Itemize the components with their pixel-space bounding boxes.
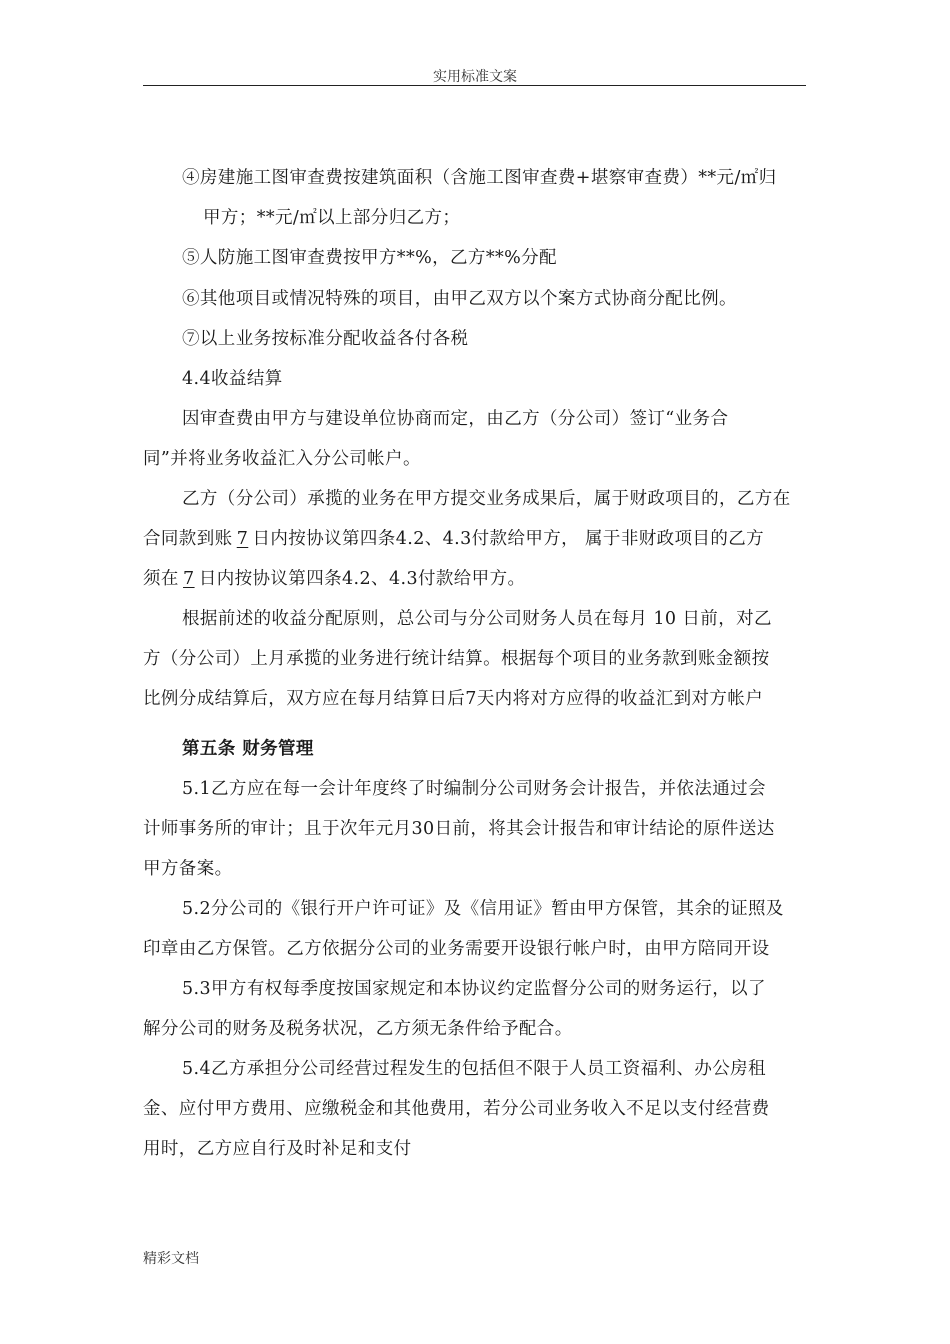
paragraph-text: 日内按协议第四条4.2、4.3付款给甲方， 属于非财政项目的乙方 (252, 529, 765, 549)
paragraph-line: 方（分公司）上月承揽的业务进行统计结算。根据每个项目的业务款到账金额按 (143, 649, 770, 669)
page-header: 实用标准文案 (433, 69, 517, 85)
paragraph-line: 计师事务所的审计；且于次年元月30日前，将其会计报告和审计结论的原件送达 (143, 819, 775, 839)
paragraph-line: 甲方备案。 (143, 859, 233, 879)
paragraph-line: 5.4乙方承担分公司经营过程发生的包括但不限于人员工资福利、办公房租 (182, 1059, 766, 1079)
page-footer: 精彩文档 (143, 1251, 199, 1267)
clause-item-5: ⑤人防施工图审查费按甲方**%，乙方**%分配 (182, 248, 557, 268)
paragraph-line: 金、应付甲方费用、应缴税金和其他费用，若分公司业务收入不足以支付经营费 (143, 1099, 770, 1119)
payment-days-value: 7 (183, 569, 195, 589)
paragraph-line (143, 567, 525, 591)
paragraph-line: 印章由乙方保管。乙方依据分公司的业务需要开设银行帐户时，由甲方陪同开设 (143, 939, 770, 959)
paragraph-line: 用时，乙方应自行及时补足和支付 (143, 1139, 412, 1159)
paragraph-line: 比例分成结算后，双方应在每月结算日后7天内将对方应得的收益汇到对方帐户 (143, 689, 764, 709)
clause-item-7: ⑦以上业务按标准分配收益各付各税 (182, 329, 469, 349)
paragraph-line: 乙方（分公司）承揽的业务在甲方提交业务成果后，属于财政项目的，乙方在 (182, 489, 791, 509)
paragraph-line: 同”并将业务收益汇入分公司帐户。 (143, 449, 421, 469)
paragraph-line: 根据前述的收益分配原则，总公司与分公司财务人员在每月 10 日前，对乙 (182, 609, 772, 629)
paragraph-line: 5.1乙方应在每一会计年度终了时编制分公司财务会计报告，并依法通过会 (182, 779, 766, 799)
payment-days-value: 7 (236, 529, 249, 549)
article-heading: 第五条 财务管理 (182, 739, 314, 759)
paragraph-text: 日内按协议第四条4.2、4.3付款给甲方。 (198, 569, 526, 589)
paragraph-line (143, 527, 764, 551)
clause-item-4-cont: 甲方；**元/㎡以上部分归乙方； (203, 208, 461, 228)
clause-item-6: ⑥其他项目或情况特殊的项目，由甲乙双方以个案方式协商分配比例。 (182, 289, 737, 309)
clause-item-4: ④房建施工图审查费按建筑面积（含施工图审查费+堪察审查费）**元/㎡归 (182, 168, 777, 188)
paragraph-line: 解分公司的财务及税务状况，乙方须无条件给予配合。 (143, 1019, 573, 1039)
header-divider (143, 85, 806, 86)
section-heading-4-4: 4.4收益结算 (182, 369, 283, 389)
paragraph-text: 须在 (143, 569, 179, 589)
paragraph-line: 因审查费由甲方与建设单位协商而定，由乙方（分公司）签订“业务合 (182, 409, 729, 429)
paragraph-text: 合同款到账 (143, 529, 233, 549)
paragraph-line: 5.3甲方有权每季度按国家规定和本协议约定监督分公司的财务运行，以了 (182, 979, 766, 999)
paragraph-line: 5.2分公司的《银行开户许可证》及《信用证》暂由甲方保管，其余的证照及 (182, 899, 784, 919)
